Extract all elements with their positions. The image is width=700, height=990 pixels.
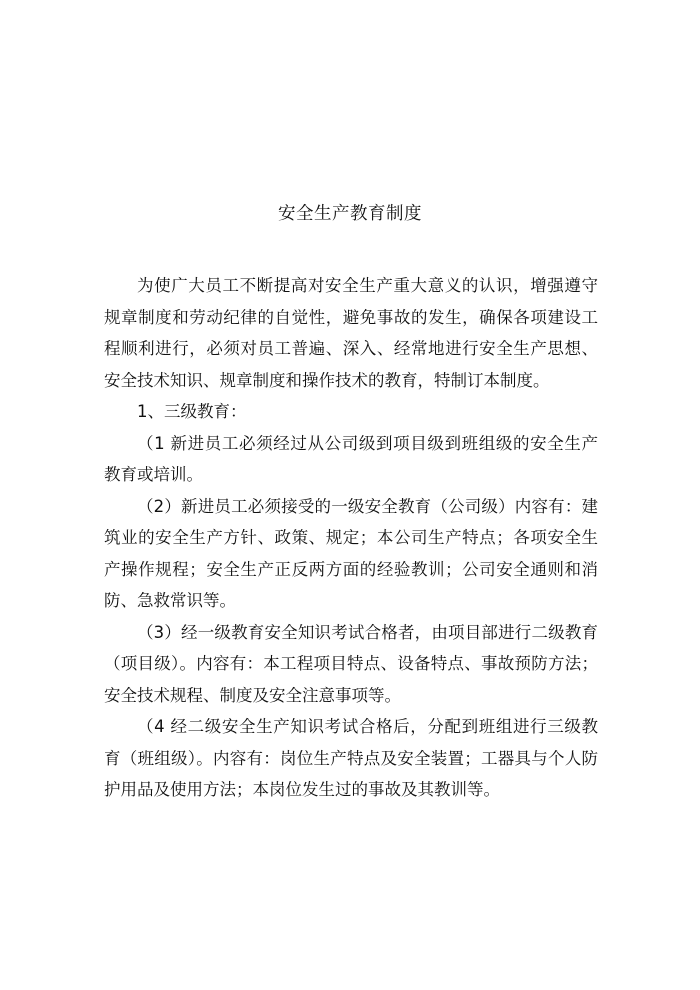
intro-paragraph: 为使广大员工不断提高对安全生产重大意义的认识，增强遵守规章制度和劳动纪律的自觉性，避免事故的发生，确保各项建设工程顺利进行，必须对员工普遍、深入、经常地进行安全生产思想、安全技术知识、规章制度和操作技术的教育，特制订本制度。 xyxy=(104,276,598,390)
document-title: 安全生产教育制度 xyxy=(278,204,422,224)
item-paragraph-3: （3）经一级教育安全知识考试合格者，由项目部进行二级教育（项目级）。内容有：本工程项目特点、设备特点、事故预防方法；安全技术规程、制度及安全注意事项等。 xyxy=(104,622,598,705)
document-body xyxy=(104,270,598,806)
item-paragraph-4: （4 经二级安全生产知识考试合格后，分配到班组进行三级教育（班组级）。内容有：岗位生产特点及安全装置；工器具与个人防护用品及使用方法；本岗位发生过的事故及其教训等。 xyxy=(104,717,598,799)
item-paragraph-1: （1 新进员工必须经过从公司级到项目级到班组级的安全生产教育或培训。 xyxy=(104,433,598,484)
item-paragraph-2: （2）新进员工必须接受的一级安全教育（公司级）内容有：建筑业的安全生产方针、政策、规定；本公司生产特点；各项安全生产操作规程；安全生产正反两方面的经验教训；公司安全通则和消防、急救常识等。 xyxy=(104,496,598,610)
section-heading: 1、三级教育： xyxy=(137,402,247,421)
